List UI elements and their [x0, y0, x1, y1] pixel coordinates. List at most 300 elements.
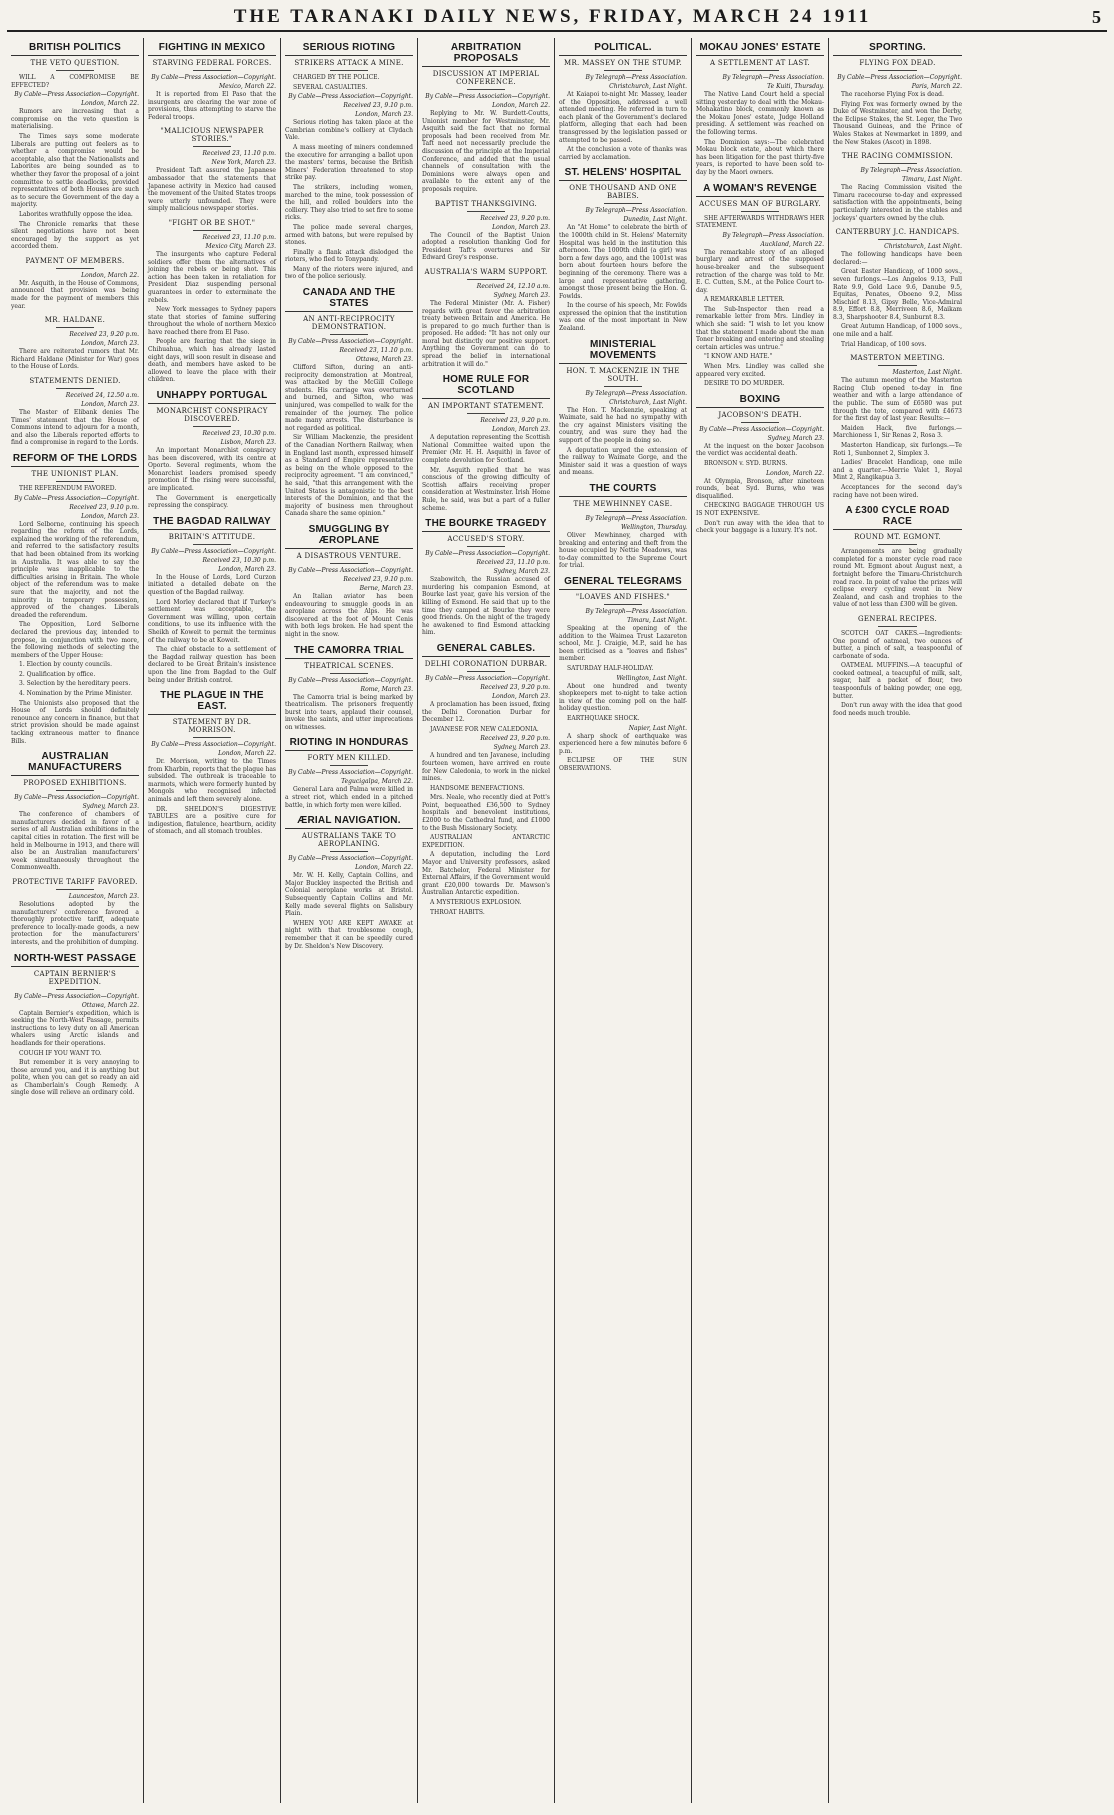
- dateline: Ottawa, March 23.: [355, 356, 413, 364]
- article-paragraph: The Council of the Baptist Union adopted a resolution thanking God for President Taft's overtures and Sir Edward Grey's response.: [422, 231, 550, 262]
- article-subheading: MR. HALDANE.: [44, 316, 106, 325]
- divider-rule: [604, 203, 642, 204]
- article-subheading: CANTERBURY J.C. HANDICAPS.: [835, 228, 960, 237]
- divider-rule: [193, 426, 231, 427]
- article-paragraph: ECLIPSE OF THE SUN OBSERVATIONS.: [559, 757, 687, 772]
- article-headline: POLITICAL.: [559, 42, 687, 56]
- article-paragraph: General Lara and Palma were killed in a street riot, which ended in a pitched battle, in which forty men were killed.: [285, 786, 413, 809]
- article-paragraph: At the conclusion a vote of thanks was carried by acclamation.: [559, 146, 687, 161]
- article-subheading: AUSTRALIA'S WARM SUPPORT.: [424, 267, 548, 276]
- article: [11, 878, 139, 947]
- article-paragraph: The following handicaps have been declared:—: [833, 251, 962, 266]
- article-paragraph: President Taft assured the Japanese ambassador that the statements that Japanese activity in Mexico had caused the movement of the United States troops were utterly unfounded. They were simply malicious newspaper stories.: [148, 167, 276, 213]
- dateline: By Telegraph—Press Association.: [860, 167, 962, 175]
- article: [285, 287, 413, 518]
- article-paragraph: In the House of Lords, Lord Curzon initiated a detailed debate on the question of the Bagdad railway.: [148, 573, 276, 596]
- article-paragraph: The Government is energetically repressing the conspiracy.: [148, 494, 276, 510]
- dateline: Received 23, 9.20 p.m.: [480, 214, 550, 222]
- dateline: Received 23, 9.10 p.m.: [343, 575, 413, 583]
- article: [148, 516, 276, 684]
- article-paragraph: Arrangements are being gradually completed for a monster cycle road race round Mt. Egmont about August next, a fortnight before the Timaru-Christchurch road race. In point of value the prizes will eclipse every cycling event in New Zealand, and cash and trophies to the value of not less than £300 will be given.: [833, 548, 962, 609]
- article-paragraph: Mr. Asquith replied that he was conscious of the growing difficulty of Scottish affairs receiving proper consideration at Westminster. Irish Home Rule, he said, was but a part of a fuller scheme.: [422, 466, 550, 512]
- article-subheading: "MALICIOUS NEWSPAPER STORIES.": [160, 127, 264, 144]
- column-7: [829, 38, 966, 1803]
- article: [559, 576, 687, 773]
- dateline: By Telegraph—Press Association.: [585, 515, 687, 522]
- article-paragraph: SCOTCH OAT CAKES.—Ingredients: One pound of oatmeal, two ounces of butter, a pinch of salt, a teaspoonful of carbonate of soda.: [833, 629, 962, 660]
- article: [148, 219, 276, 384]
- dateline: By Cable—Press Association—Copyright.: [288, 855, 413, 863]
- article-headline: A WOMAN'S REVENGE: [696, 183, 824, 197]
- dateline: Christchurch, Last Night.: [609, 398, 687, 406]
- dateline: By Cable—Press Association—Copyright.: [837, 74, 962, 81]
- divider-rule: [878, 239, 917, 240]
- dateline: Te Kuiti, Thursday.: [767, 83, 824, 90]
- dateline: Received 23, 11.10 p.m.: [339, 347, 413, 355]
- article-paragraph: Oliver Mewhinney, charged with breaking and entering and theft from the house occupied by Nettie Meadows, was to-day committed to the Supreme Court for trial.: [559, 532, 687, 570]
- article-paragraph: The autumn meeting of the Masterton Racing Club opened to-day in fine weather and with a large attendance of the public. The sum of £6580 was put through the tote, compared with £4673 for the first day of last year. Results:—: [833, 377, 962, 423]
- article-paragraph: The Unionists also proposed that the House of Lords should definitely renounce any concern in finance, but that strict provision should be made against tacking extraneous matter to finance Bills.: [11, 699, 139, 745]
- article-paragraph: Speaking at the opening of the addition to the Waimea Trust Lazareton school, Mr. J. Craigie, M.P., said he has been criticised as a "loaves and fishes" member.: [559, 624, 687, 663]
- dateline: By Cable—Press Association—Copyright.: [288, 676, 413, 684]
- dateline: London, March 23.: [355, 111, 413, 119]
- article: [11, 42, 139, 251]
- article-subheading: A SETTLEMENT AT LAST.: [710, 59, 810, 67]
- dateline: London, March 22.: [218, 750, 276, 758]
- dateline: London, March 23.: [81, 340, 139, 348]
- divider-rule: [330, 563, 368, 564]
- article-paragraph: DR. SHELDON'S DIGESTIVE TABULES are a positive cure for indigestion, flatulence, heartburn, acidity of stomach, and all stomach troubles.: [148, 805, 276, 836]
- divider-rule: [604, 511, 642, 512]
- article-paragraph: Serious rioting has taken place at the Cambrian combine's colliery at Clydach Vale.: [285, 119, 413, 142]
- article-paragraph: A proclamation has been issued, fixing the Delhi Coronation Durbar for December 12.: [422, 700, 550, 724]
- divider-rule: [193, 70, 231, 71]
- divider-rule: [330, 334, 368, 335]
- article-headline: ÆRIAL NAVIGATION.: [285, 815, 413, 829]
- article-paragraph: A sharp shock of earthquake was experienced here a few minutes before 6 p.m.: [559, 732, 687, 755]
- dateline: Received 23, 9.20 p.m.: [480, 735, 550, 743]
- article-subheading: JACOBSON'S DEATH.: [718, 410, 802, 419]
- article: [422, 643, 550, 916]
- article: [696, 42, 824, 177]
- article-headline: REFORM OF THE LORDS: [11, 453, 139, 467]
- dateline: By Cable—Press Association—Copyright.: [425, 674, 550, 682]
- article-paragraph: Lord Selborne, continuing his speech regarding the reform of the Lords, explained the working of the referendum, and referred to the satisfactory results that had been obtained from its working in Australia. It was able to say the principle was inapplicable to the difficulties arising in Britain. The whole object of the referendum was to make sure that the majority, and not the minority in temporary possession, approved of the changes. Liberals dreaded the referendum.: [11, 520, 139, 619]
- article-paragraph: WILL A COMPROMISE BE EFFECTED?: [11, 74, 139, 89]
- dateline: Received 23, 10.30 p.m.: [202, 430, 276, 438]
- divider-rule: [56, 989, 94, 990]
- article-paragraph: Finally a flank attack dislodged the rioters, who fled to Tonypandy.: [285, 248, 413, 264]
- article-subheading: THE VETO QUESTION.: [30, 59, 120, 67]
- article-headline: MINISTERIAL MOVEMENTS: [559, 339, 687, 364]
- dateline: London, March 22.: [81, 271, 139, 279]
- article-headline: ARBITRATION PROPOSALS: [422, 42, 550, 67]
- dateline: Received 24, 12.10 a.m.: [476, 282, 550, 290]
- dateline: By Cable—Press Association—Copyright.: [151, 741, 276, 749]
- article-paragraph: It is reported from El Paso that the insurgents are clearing the war zone of provisions, thus attempting to starve the Federal troops.: [148, 91, 276, 121]
- article-paragraph: Don't run away with the idea that good food needs much trouble.: [833, 702, 962, 717]
- divider-rule: [330, 851, 368, 852]
- article-paragraph: The Racing Commission visited the Timaru racecourse to-day and expressed satisfaction with the appointments, being particularly interested in the stables and jockeys' quarters owned by the club.: [833, 184, 962, 222]
- article: [148, 690, 276, 836]
- article-paragraph: 4. Nomination by the Prime Minister.: [19, 690, 133, 698]
- divider-rule: [56, 388, 94, 389]
- article-subheading: PROPOSED EXHIBITIONS.: [23, 779, 127, 788]
- article-subheading: THEATRICAL SCENES.: [304, 661, 394, 670]
- dateline: Received 23, 9.20 p.m.: [480, 417, 550, 425]
- article-subheading: BRITAIN'S ATTITUDE.: [168, 532, 256, 541]
- article: [11, 751, 139, 872]
- article-paragraph: A mass meeting of miners condemned the executive for arranging a ballot upon the masters' terms, because the British Miners' Federation threatened to stop strike pay.: [285, 143, 413, 182]
- article-headline: GENERAL TELEGRAMS: [559, 576, 687, 590]
- newspaper-page: [7, 4, 1107, 1804]
- article: [696, 183, 824, 388]
- article: [11, 953, 139, 1098]
- article-subheading: THE UNIONIST PLAN.: [31, 470, 119, 478]
- article: [285, 737, 413, 809]
- article-headline: SPORTING.: [833, 42, 962, 56]
- article-paragraph: JAVANESE FOR NEW CALEDONIA.: [430, 725, 539, 733]
- article-headline: HOME RULE FOR SCOTLAND: [422, 374, 550, 399]
- article: [833, 615, 962, 718]
- article: [285, 645, 413, 732]
- article-subheading: ACCUSED'S STORY.: [447, 535, 525, 544]
- dateline: Sydney, March 23.: [493, 568, 550, 576]
- dateline: By Cable—Press Association—Copyright.: [425, 93, 550, 100]
- article-paragraph: Clifford Sifton, during an anti-reciprocity demonstration at Montreal, was attacked by the McGill College students. His carriage was overturned and burned, and Sifton, who was uninjured, was compelled to walk for the remainder of the journey. The police made many arrests. The disturbance is not regarded as political.: [285, 364, 413, 432]
- dateline: London, March 22.: [355, 864, 413, 872]
- dateline: Received 23, 11.10 p.m.: [202, 150, 276, 158]
- newspaper-title: THE TARANAKI DAILY NEWS, FRIDAY, MARCH 24 1911: [233, 6, 872, 27]
- article-paragraph: Flying Fox was formerly owned by the Duke of Westminster, and won the Derby, the Eclipse Stakes, the St. Leger, the Two Thousand Guineas, and the Prince of Wales Stakes at Newmarket in 1899, and the New Stakes (Ascot) in 1898.: [833, 100, 962, 146]
- article: [285, 42, 413, 281]
- article-paragraph: COUGH IF YOU WANT TO.: [19, 1049, 102, 1057]
- article-paragraph: Resolutions adopted by the manufacturers' conference favored a thoroughly protective tariff, adequate preference to locally-made goods, a new protection for the manufacturers' interests, and the prohibition of dumping.: [11, 900, 139, 946]
- article-subheading: AN IMPORTANT STATEMENT.: [428, 402, 544, 411]
- dateline: Masterton, Last Night.: [892, 369, 962, 377]
- article-subheading: DELHI CORONATION DURBAR.: [424, 659, 548, 668]
- dateline: Lisbon, March 23.: [220, 439, 276, 447]
- article-subheading: ROUND MT. EGMONT.: [854, 533, 941, 542]
- article-paragraph: DESIRE TO DO MURDER.: [704, 380, 785, 388]
- divider-rule: [604, 604, 642, 605]
- dateline: New York, March 23.: [211, 159, 276, 167]
- article-paragraph: CHARGED BY THE POLICE.: [293, 74, 380, 81]
- column-6: [692, 38, 829, 1803]
- article: [285, 815, 413, 950]
- article-headline: A £300 CYCLE ROAD RACE: [833, 505, 962, 530]
- dateline: Wellington, Last Night.: [616, 674, 687, 682]
- article-subheading: ACCUSES MAN OF BURGLARY.: [699, 199, 821, 208]
- column-5: [555, 38, 692, 1803]
- article: [148, 42, 276, 121]
- dateline: Dunedin, Last Night.: [623, 216, 687, 224]
- divider-rule: [193, 737, 231, 738]
- article-subheading: STATEMENTS DENIED.: [29, 377, 121, 386]
- article-paragraph: The insurgents who capture Federal soldiers offer them the alternatives of joining the rebels or being shot. This action has been taken in retaliation for President Diaz suspending personal guarantees in order to exterminate the rebels.: [148, 250, 276, 304]
- article-paragraph: Captain Bernier's expedition, which is seeking the North-West Passage, permits instructions to levy duty on all American whalers using Arctic islands and headlands for their operations.: [11, 1009, 139, 1047]
- article-paragraph: A MYSTERIOUS EXPLOSION.: [430, 899, 522, 906]
- divider-rule: [878, 544, 917, 545]
- article-paragraph: The police made several charges, armed with batons, but were repulsed by stones.: [285, 223, 413, 247]
- article-paragraph: SATURDAY HALF-HOLIDAY.: [567, 664, 654, 672]
- article-paragraph: The Camorra trial is being marked by theatricalism. The prisoners frequently burst into tears, applaud their counsel, invoke the saints, and utter imprecations on witnesses.: [285, 693, 413, 731]
- article: [148, 390, 276, 510]
- dateline: By Cable—Press Association—Copyright.: [699, 425, 824, 433]
- article-subheading: HON. T. MACKENZIE IN THE SOUTH.: [566, 366, 680, 383]
- article-paragraph: The Master of Elibank denies The Times' statement that the House of Commons intend to adjourn for a month, and also the Liberals reported efforts to find a compromise in regard to the Lords.: [11, 409, 139, 447]
- dateline: By Cable—Press Association—Copyright.: [14, 494, 139, 502]
- dateline: By Cable—Press Association—Copyright.: [14, 794, 139, 802]
- article-paragraph: Laborites wrathfully oppose the idea.: [19, 210, 133, 218]
- dateline: Sydney, March 23.: [493, 291, 550, 299]
- dateline: Berne, March 23.: [359, 584, 413, 592]
- divider-rule: [330, 70, 368, 71]
- divider-rule: [56, 70, 94, 71]
- divider-rule: [56, 327, 94, 328]
- divider-rule: [878, 70, 917, 71]
- divider-rule: [193, 544, 231, 545]
- article-headline: THE BOURKE TRAGEDY: [422, 518, 550, 532]
- dateline: London, March 23.: [218, 565, 276, 573]
- divider-rule: [467, 211, 505, 212]
- article-paragraph: A deputation, including the Lord Mayor and University professors, asked Mr. Batchelor, Federal Minister for External Affairs, if the Government would grant £20,000 towards Dr. Mawson's Australian Antarctic expedition.: [422, 851, 550, 897]
- article: [422, 200, 550, 262]
- dateline: By Cable—Press Association—Copyright.: [288, 566, 413, 574]
- article-paragraph: An important Monarchist conspiracy has been discovered, with its centre at Oporto. Several regiments, whom the Monarchist leaders promised speedy promotion if the rising were successful, are implicated.: [148, 447, 276, 492]
- article-headline: FIGHTING IN MEXICO: [148, 42, 276, 56]
- article-paragraph: WHEN YOU ARE KEPT AWAKE at night with that troublesome cough, remember that it can be speedily cured by Dr. Sheldon's New Discovery.: [285, 919, 413, 950]
- article: [833, 152, 962, 222]
- article-paragraph: Great Autumn Handicap, of 1000 sovs., one mile and a half.: [833, 323, 962, 339]
- article-paragraph: In the course of his speech, Mr. Fowlds expressed the opinion that the institution was one of the most important in New Zealand.: [559, 302, 687, 333]
- divider-rule: [56, 481, 94, 482]
- article-paragraph: The Sub-Inspector then read a remarkable letter from Mrs. Lindley in which she said: "I wish to let you know that the statement I made about the man Toner breaking and entering and stealing certain articles was untrue.": [696, 305, 824, 351]
- dateline: Rome, March 23.: [360, 685, 413, 693]
- dateline: London, March 23.: [81, 401, 139, 409]
- dateline: By Telegraph—Press Association.: [722, 231, 824, 239]
- divider-rule: [741, 422, 779, 423]
- article-paragraph: Lord Morley declared that if Turkey's settlement was acceptable, the Government was willing, upon certain conditions, to use its influence with the Sheikh of Koweit to permit the terminus of the railway to be at Koweit.: [148, 598, 276, 644]
- article-paragraph: Sir William Mackenzie, the president of the Canadian Northern Railway, when in England last month, expressed himself as a Standard of Empire representative as being on the whole opposed to the reciprocity agreement. "I am convinced," he said, "that this arrangement with the United States is antagonistic to the best interests of the Dominion, and that the majority of business men throughout Canada share the same opinion.": [285, 434, 413, 518]
- article-paragraph: Don't run away with the idea that to check your baggage is a luxury. It's not.: [696, 519, 824, 535]
- divider-rule: [330, 765, 368, 766]
- article-headline: GENERAL CABLES.: [422, 643, 550, 657]
- article-subheading: FLYING FOX DEAD.: [859, 59, 936, 67]
- divider-rule: [604, 386, 642, 387]
- article-subheading: DISCUSSION AT IMPERIAL CONFERENCE.: [432, 70, 540, 86]
- article-subheading: A DISASTROUS VENTURE.: [296, 551, 402, 560]
- article-subheading: GENERAL RECIPES.: [857, 614, 938, 623]
- article-headline: NORTH-WEST PASSAGE: [11, 953, 139, 967]
- article: [559, 339, 687, 477]
- article-paragraph: When Mrs. Lindley was called she appeared very excited.: [696, 363, 824, 378]
- article-paragraph: BRONSON v. SYD. BURNS.: [704, 460, 788, 467]
- article-paragraph: The Federal Minister (Mr. A. Fisher) regards with great favor the arbitration treaty between Britain and America. He is prepared to go much further than is proposed. He added: "It has not only our moral but distinctly our positive support. Anything the Government can do to spread the belief in international arbitration it will do.": [422, 299, 550, 368]
- dateline: Received 23, 9.20 p.m.: [480, 683, 550, 691]
- article-paragraph: The Opposition, Lord Selborne declared the previous day, intended to propose, in conjunction with two more, the following methods of selecting the members of the Upper House:: [11, 621, 139, 659]
- divider-rule: [878, 163, 917, 164]
- dateline: By Cable—Press Association—Copyright.: [288, 93, 413, 101]
- article-paragraph: The Dominion says:—The celebrated Mokau block estate, about which there has been litigation for the past thirty-five years, is reported to have been sold to-day by the Maori owners.: [696, 138, 824, 176]
- dateline: Timaru, Last Night.: [627, 616, 687, 624]
- article-paragraph: Replying to Mr. W. Burdett-Coutts, Unionist member for Westminster, Mr. Asquith said the fact that no formal proposals had been received from Mr. Taft need not necessarily preclude the discussion of the principle at the Imperial Conference, and added that the usual channels of consultation with the Dominions were always open and available to the extent any of the proposals require.: [422, 110, 550, 193]
- article-headline: CANADA AND THE STATES: [285, 287, 413, 312]
- article: [559, 167, 687, 332]
- divider-rule: [193, 146, 231, 147]
- divider-rule: [741, 70, 779, 71]
- dateline: London, March 22.: [492, 102, 550, 109]
- divider-rule: [467, 89, 505, 90]
- dateline: Sydney, March 23.: [493, 744, 550, 752]
- article-paragraph: The strikers, including women, marched to the mine, took possession of the hill, and rolled boulders into the colliery. They also tried to set fire to some ricks.: [285, 183, 413, 222]
- article-paragraph: Mr. W. H. Kelly, Captain Collins, and Major Buckley inspected the British and Colonial aeroplane works at Bristol. Subsequently Captain Collins and Mr. Kelly made several flights on Salisbury Plain.: [285, 872, 413, 918]
- article-subheading: THE MEWHINNEY CASE.: [573, 500, 673, 508]
- dateline: Received 24, 12.50 a.m.: [65, 392, 139, 400]
- divider-rule: [878, 365, 917, 366]
- divider-rule: [467, 671, 505, 672]
- column-1: [7, 38, 144, 1803]
- article-headline: THE BAGDAD RAILWAY: [148, 516, 276, 530]
- dateline: By Telegraph—Press Association.: [585, 74, 687, 81]
- article-paragraph: Mr. Asquith, in the House of Commons, announced that provision was being made for the payment of members this year.: [11, 279, 139, 310]
- article-paragraph: The Times says some moderate Liberals are putting out feelers as to whether a compromise would be acceptable, also that the Nationalists and Laborites are being sounded as to whether they favor the proposal of a joint committee to settle deadlocks, provided representatives of both Houses are such as to secure the Government of the day a majority.: [11, 132, 139, 209]
- article-paragraph: Dr. Morrison, writing to the Times from Kharbin, reports that the plague has subsided. The outbreak is traceable to marmots, which were formerly hunted by Mongols who recognised infected animals and left them severely alone.: [148, 758, 276, 804]
- column-2: [144, 38, 281, 1803]
- article: [559, 483, 687, 570]
- article-paragraph: Szabowitch, the Russian accused of murdering his companion Esmond, at Bourke last year, gave his version of the killing of Esmond. He said that up to the time they camped at Bourke they were good friends. On the night of the tragedy he awakened to find Esmond attacking him.: [422, 576, 550, 637]
- article: [11, 453, 139, 745]
- dateline: Received 23, 11.10 p.m.: [476, 559, 550, 567]
- article-paragraph: New York messages to Sydney papers state that stories of famine suffering throughout the whole of northern Mexico have reached there from El Paso.: [148, 306, 276, 336]
- article-subheading: MR. MASSEY ON THE STUMP.: [564, 59, 682, 67]
- dateline: Auckland, March 22.: [760, 240, 824, 248]
- article-paragraph: An "At Home" to celebrate the birth of the 1000th child in St. Helens' Maternity Hospital was held in the institution this afternoon. The 1000th child (a girl) was born a few days ago, and the 1001st was born about fourteen hours before the beginning of the ceremony. There was a large and representative gathering, amongst those present being the Hon. G. Fowlds.: [559, 224, 687, 300]
- article-paragraph: Mrs. Neale, who recently died at Pott's Point, bequeathed £36,500 to Sydney hospitals and benevolent institutions, £2000 to the Cathedral fund, and £1000 to the Bush Missionary Society.: [422, 794, 550, 832]
- article-headline: BRITISH POLITICS: [11, 42, 139, 56]
- article-headline: UNHAPPY PORTUGAL: [148, 390, 276, 404]
- dateline: Christchurch, Last Night.: [884, 243, 962, 251]
- divider-rule: [467, 413, 505, 414]
- article-subheading: STARVING FEDERAL FORCES.: [152, 59, 272, 67]
- article-subheading: AN ANTI-RECIPROCITY DEMONSTRATION.: [303, 315, 395, 332]
- divider-rule: [330, 673, 368, 674]
- dateline: By Telegraph—Press Association.: [585, 607, 687, 615]
- divider-rule: [56, 268, 94, 269]
- article-paragraph: The remarkable story of an alleged burglary and arrest of the supposed house-breaker and the subsequent retraction of the charge was told to Mr. E. C. Cutten, S.M., at the Police Court to-day.: [696, 248, 824, 294]
- article-paragraph: THROAT HABITS.: [430, 908, 485, 916]
- article: [559, 42, 687, 161]
- article-paragraph: The Hon. T. Mackenzie, speaking at Waimate, said he had no sympathy with the cry against Ministers visiting the country, and was sure they had the support of the people in doing so.: [559, 406, 687, 445]
- article-paragraph: A REMARKABLE LETTER.: [704, 296, 785, 304]
- article: [696, 394, 824, 535]
- dateline: London, March 23.: [492, 692, 550, 700]
- article-paragraph: The Chronicle remarks that these silent negotiations have not been encouraged by the support as yet accorded them.: [11, 220, 139, 251]
- article-subheading: BAPTIST THANKSGIVING.: [434, 199, 538, 208]
- article-headline: MOKAU JONES' ESTATE: [696, 42, 824, 56]
- article-paragraph: HANDSOME BENEFACTIONS.: [430, 784, 525, 792]
- article-paragraph: There are reiterated rumors that Mr. Richard Haldane (Minister for War) goes to the House of Lords.: [11, 348, 139, 371]
- article: [11, 257, 139, 310]
- article-paragraph: About one hundred and twenty shopkeepers met to-night to take action in view of the coming poll on the half-holiday question.: [559, 682, 687, 713]
- article-paragraph: 3. Selection by the hereditary peers.: [19, 680, 131, 688]
- article-headline: SERIOUS RIOTING: [285, 42, 413, 56]
- article-paragraph: AUSTRALIAN ANTARCTIC EXPEDITION.: [422, 834, 550, 849]
- columns-container: [7, 38, 1107, 1803]
- article: [11, 316, 139, 371]
- article-headline: BOXING: [696, 394, 824, 408]
- dateline: By Cable—Press Association—Copyright.: [14, 91, 139, 99]
- article-paragraph: OATMEAL MUFFINS.—A teacupful of cooked oatmeal, a teacupful of milk, salt, sugar, half a packet of flour, two teaspoonfuls of baking powder, one egg, butter.: [833, 662, 962, 700]
- article-paragraph: SEVERAL CASUALTIES.: [293, 83, 368, 91]
- article-paragraph: Acceptances for the second day's racing have not been wired.: [833, 483, 962, 499]
- article-subheading: ONE THOUSAND AND ONE BABIES.: [569, 184, 677, 201]
- article-paragraph: SHE AFTERWARDS WITHDRAWS HER STATEMENT.: [696, 214, 824, 230]
- dateline: London, March 23.: [492, 426, 550, 434]
- article-paragraph: The chief obstacle to a settlement of the Bagdad railway question has been declared to be Great Britain's insistence upon the line from Bagdad to the Gulf being under British control.: [148, 646, 276, 684]
- article-headline: ST. HELENS' HOSPITAL: [559, 167, 687, 181]
- article-paragraph: "I KNOW AND HATE.": [704, 353, 773, 361]
- article-subheading: MASTERTON MEETING.: [850, 354, 945, 363]
- article-paragraph: At the inquest on the boxer Jacobson the verdict was accidental death.: [696, 442, 824, 458]
- dateline: Tegucigalpa, March 22.: [341, 778, 413, 786]
- divider-rule: [878, 626, 917, 627]
- dateline: By Cable—Press Association—Copyright.: [425, 550, 550, 558]
- article-paragraph: Many of the rioters were injured, and two of the police seriously.: [285, 265, 413, 281]
- dateline: Mexico City, March 23.: [205, 242, 276, 250]
- article-paragraph: Trial Handicap, of 100 sovs.: [841, 340, 927, 348]
- dateline: By Telegraph—Press Association.: [585, 389, 687, 397]
- dateline: By Telegraph—Press Association.: [722, 74, 824, 81]
- article-paragraph: 2. Qualification by office.: [19, 670, 96, 678]
- divider-rule: [56, 889, 94, 890]
- divider-rule: [467, 279, 505, 280]
- article-paragraph: The Native Land Court held a special sitting yesterday to deal with the Mokau-Mohakatino block, commonly known as the Mokau Jones' estate, Judge Holland presiding. A settlement was reached on the following terms.: [696, 91, 824, 136]
- article-paragraph: EARTHQUAKE SHOCK.: [567, 714, 640, 722]
- article: [422, 518, 550, 637]
- article-paragraph: CHECKING BAGGAGE THROUGH US IS NOT EXPENSIVE.: [696, 502, 824, 517]
- article-subheading: STRIKERS ATTACK A MINE.: [294, 59, 404, 67]
- article-subheading: AUSTRALIANS TAKE TO AEROPLANING.: [301, 832, 397, 849]
- divider-rule: [467, 546, 505, 547]
- dateline: Sydney, March 23.: [82, 803, 139, 811]
- dateline: Received 23, 9.20 p.m.: [69, 331, 139, 339]
- dateline: London, March 22.: [766, 469, 824, 477]
- dateline: Received 23, 10.30 p.m.: [202, 556, 276, 564]
- article: [833, 228, 962, 348]
- article-paragraph: A hundred and ten Javanese, including fourteen women, have arrived en route for New Caledonia, to work in the nickel mines.: [422, 752, 550, 783]
- article-paragraph: A deputation urged the extension of the railway to Waimate Gorge, and the Minister said it was a question of ways and means.: [559, 446, 687, 477]
- dateline: Received 23, 9.10 p.m.: [69, 503, 139, 511]
- dateline: Ottawa, March 22.: [81, 1001, 139, 1009]
- dateline: Sydney, March 23.: [767, 434, 824, 442]
- article-subheading: FORTY MEN KILLED.: [307, 754, 391, 763]
- article-headline: SMUGGLING BY ÆROPLANE: [285, 524, 413, 549]
- article: [422, 268, 550, 368]
- article-subheading: MONARCHIST CONSPIRACY DISCOVERED.: [156, 407, 268, 424]
- dateline: Received 23, 11.10 p.m.: [202, 233, 276, 241]
- article-headline: THE PLAGUE IN THE EAST.: [148, 690, 276, 715]
- dateline: By Cable—Press Association—Copyright.: [14, 992, 139, 1000]
- article-paragraph: At Kaiapoi to-night Mr. Massey, leader of the Opposition, addressed a well attended meeting. He referred in turn to each plank of the Government's declared platform, alleging that each had been transgressed by the legislation passed or attempted to be passed.: [559, 91, 687, 144]
- dateline: Christchurch, Last Night.: [609, 83, 687, 90]
- article-headline: AUSTRALIAN MANUFACTURERS: [11, 751, 139, 776]
- article: [833, 354, 962, 499]
- column-4: [418, 38, 555, 1803]
- article-subheading: "FIGHT OR BE SHOT.": [168, 218, 256, 227]
- article: [422, 42, 550, 194]
- article-subheading: "LOAVES AND FISHES.": [575, 592, 671, 601]
